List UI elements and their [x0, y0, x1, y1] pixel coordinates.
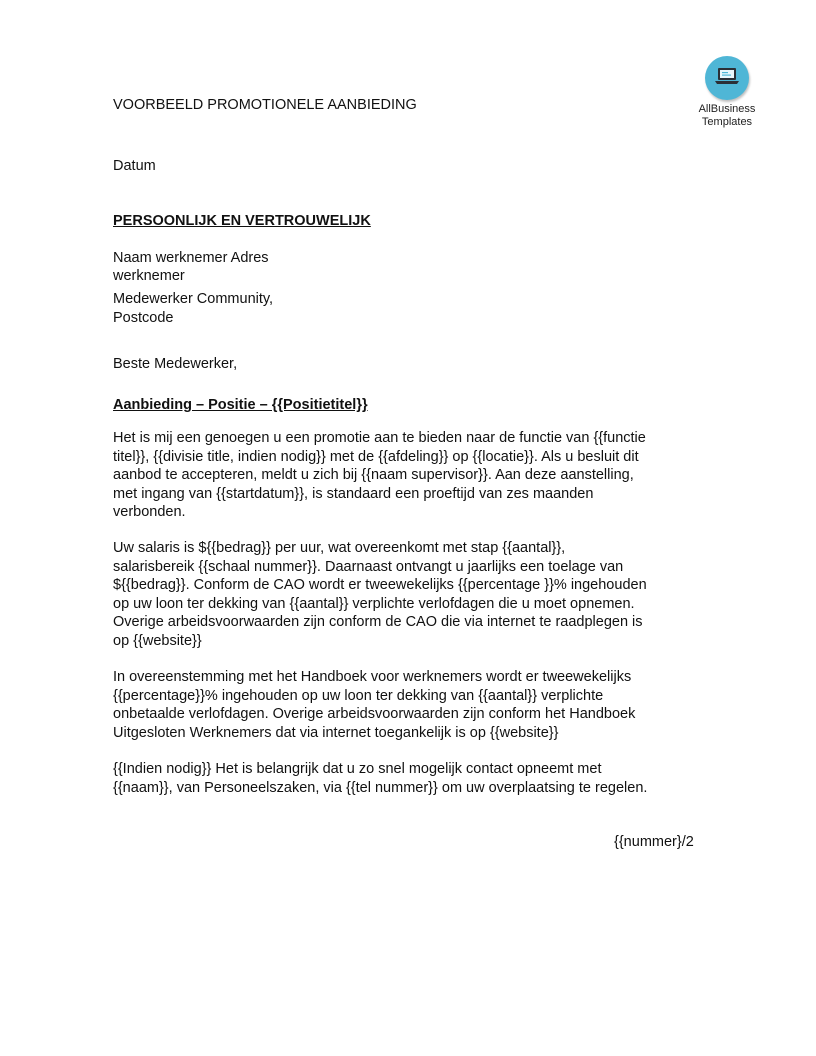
paragraph-line: op {{website}} [113, 632, 202, 649]
logo-text-line1: AllBusiness [698, 103, 756, 115]
paragraph-line: salarisbereik {{schaal nummer}}. Daarnaast ontvangt u jaarlijks een toelage van [113, 558, 624, 575]
paragraph-line: ${{bedrag}}. Conform de CAO wordt er tweewekelijks {{percentage }}% ingehouden [113, 577, 647, 593]
paragraph-line: met ingang van {{startdatum}}, is standaard een proeftijd van zes maanden [113, 485, 594, 502]
page-number: {{nummer}/2 [614, 834, 694, 850]
subject-heading: Aanbieding – Positie – {{Positietitel}} [113, 397, 368, 413]
address-line: Postcode [113, 310, 174, 326]
paragraph-handbook [113, 668, 635, 742]
laptop-icon [705, 56, 749, 100]
paragraph-line: Uw salaris is ${{bedrag}} per uur, wat overeenkomt met stap {{aantal}}, [113, 540, 566, 556]
paragraph-line: In overeenstemming met het Handboek voor werknemers wordt er tweewekelijks [113, 669, 632, 685]
address-line: werknemer [113, 268, 185, 284]
paragraph-salary [113, 539, 647, 650]
paragraph-line: onbetaalde verlofdagen. Overige arbeidsvoorwaarden zijn conform het Handboek [113, 706, 636, 722]
paragraph-line: {{naam}}, van Personeelszaken, via {{tel nummer}} om uw overplaatsing te regelen. [113, 779, 648, 796]
logo-text-line2: Templates [701, 116, 753, 128]
paragraph-line: {{percentage}}% ingehouden op uw loon ter dekking van {{aantal}} verplichte [113, 687, 604, 704]
confidential-heading: PERSOONLIJK EN VERTROUWELIJK [113, 213, 371, 229]
paragraph-line: Overige arbeidsvoorwaarden zijn conform de CAO die via internet te raadplegen is [113, 614, 643, 630]
paragraph-line: {{Indien nodig}} Het is belangrijk dat u zo snel mogelijk contact opneemt met [113, 761, 602, 777]
date-field: Datum [113, 158, 156, 174]
address-line: Naam werknemer Adres [113, 250, 269, 266]
paragraph-line: Het is mij een genoegen u een promotie aan te bieden naar de functie van {{functie [113, 430, 646, 446]
paragraph-line: titel}}, {{divisie title, indien nodig}} met de {{afdeling}} op {{locatie}}. Als u besluit dit [113, 448, 639, 465]
paragraph-line: op uw loon ter dekking van {{aantal}} verplichte verlofdagen die u moet opnemen. [113, 595, 635, 612]
address-line: Medewerker Community, [113, 291, 274, 307]
salutation: Beste Medewerker, [113, 356, 238, 372]
paragraph-line: aanbod te accepteren, meldt u zich bij {{naam supervisor}}. Aan deze aanstelling, [113, 467, 634, 483]
document-title: VOORBEELD PROMOTIONELE AANBIEDING [113, 97, 417, 113]
allbusiness-templates-logo [688, 56, 766, 129]
paragraph-offer [113, 429, 646, 522]
paragraph-contact [113, 760, 647, 797]
paragraph-line: Uitgesloten Werknemers dat via internet toegankelijk is op {{website}} [113, 724, 559, 741]
paragraph-line: verbonden. [113, 504, 186, 520]
